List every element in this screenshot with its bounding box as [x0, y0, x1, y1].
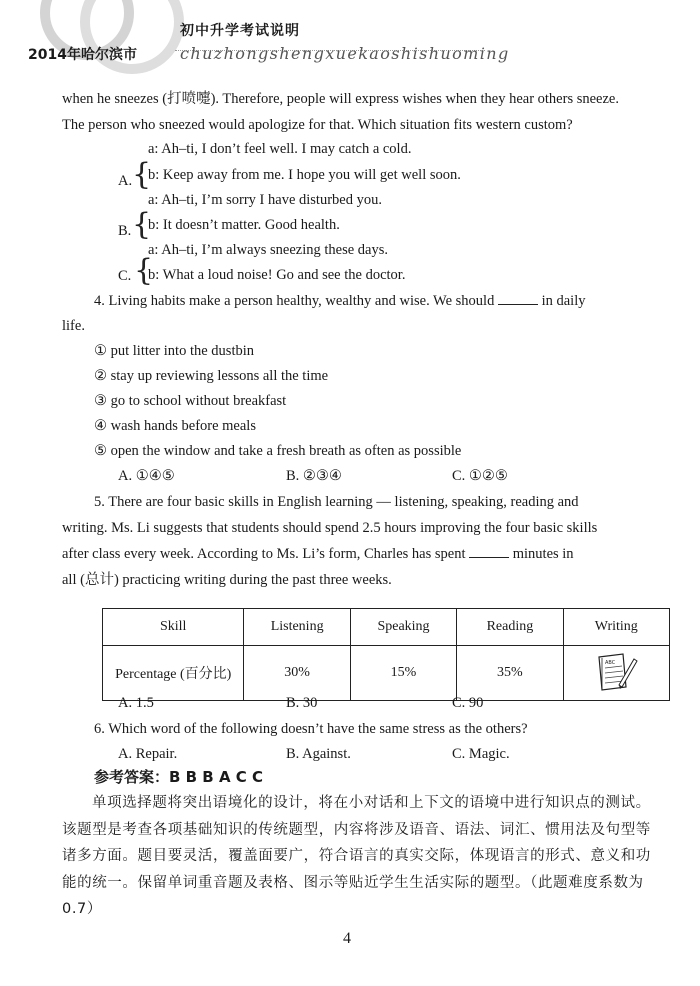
q4-stem — [94, 292, 585, 310]
q6-choice: C. Magic. — [452, 746, 510, 762]
q3-intro-line: when he sneezes (打喷嚏). Therefore, people will express wishes when they hear others sneeze. — [62, 91, 619, 107]
q3-option-c-line: b: What a loud noise! Go and see the doctor. — [148, 267, 406, 283]
q3-option-a-line: a: Ah–ti, I don’t feel well. I may catch a cold. — [148, 141, 412, 157]
table-header-cell: Reading — [457, 609, 563, 646]
table-header-row — [103, 609, 670, 646]
q4-stem-text: in daily — [541, 293, 586, 309]
q5-answer-blank — [469, 545, 509, 558]
header-pinyin: chuzhongshengxuekaoshishuoming — [180, 44, 510, 63]
q5-stem-line: all (总计) practicing writing during the past three weeks. — [62, 572, 392, 588]
q5-stem-line: 5. There are four basic skills in English learning — listening, speaking, reading and — [94, 494, 579, 510]
q4-item: ⑤ open the window and take a fresh breath as often as possible — [94, 443, 462, 459]
header-year-city: 2014年哈尔滨市 — [28, 47, 137, 63]
table-cell: 35% — [457, 646, 563, 701]
table-header-cell: Speaking — [350, 609, 456, 646]
q4-choice: C. ①②⑤ — [452, 468, 508, 484]
q3-option-c-label: C. — [118, 268, 132, 284]
skills-table — [102, 608, 670, 701]
svg-text:ABC: ABC — [605, 659, 616, 666]
q3-option-b-label: B. — [118, 223, 132, 239]
q3-option-a-brace: { — [132, 157, 152, 192]
q5-choice: A. 1.5 — [118, 695, 154, 711]
q5-stem-text: minutes in — [512, 546, 574, 562]
q4-stem-continued: life. — [62, 318, 85, 334]
q4-stem-text: 4. Living habits make a person healthy, wealthy and wise. We should — [94, 293, 495, 309]
q4-item: ④ wash hands before meals — [94, 418, 256, 434]
q5-stem-line: writing. Ms. Li suggests that students should spend 2.5 hours improving the four basic skills — [62, 520, 598, 536]
table-cell: 15% — [350, 646, 456, 701]
table-header-cell: Writing — [563, 609, 669, 646]
q6-stem: 6. Which word of the following doesn’t have the same stress as the others? — [94, 721, 528, 737]
q3-option-b-brace: { — [132, 207, 152, 242]
table-cell: 30% — [244, 646, 350, 701]
table-row-label: Percentage (百分比) — [103, 646, 244, 701]
answer-key: 参考答案：B B B A C C — [94, 768, 264, 786]
table-header-cell: Skill — [103, 609, 244, 646]
q3-option-a-label: A. — [118, 173, 133, 189]
table-header-cell: Listening — [244, 609, 350, 646]
q3-intro-line: The person who sneezed would apologize for that. Which situation fits western custom? — [62, 117, 573, 133]
q5-choice: B. 30 — [286, 695, 318, 711]
table-row — [103, 646, 670, 701]
q3-option-c-brace: { — [134, 253, 154, 288]
q3-option-a-line: b: Keep away from me. I hope you will get well soon. — [148, 167, 461, 183]
q4-item: ③ go to school without breakfast — [94, 393, 287, 409]
q6-choice: B. Against. — [286, 746, 351, 762]
header-title: 初中升学考试说明 — [180, 23, 300, 39]
q3-option-b-line: a: Ah–ti, I’m sorry I have disturbed you. — [148, 192, 382, 208]
commentary-paragraph: 单项选择题将突出语境化的设计，将在小对话和上下文的语境中进行知识点的测试。该题型是考查各项基础知识的传统题型，内容将涉及语音、语法、词汇、惯用法及句型等诸多方面。题目要灵活，覆盖面要广，符合语言的真实交际，体现语言的形式、意义和功能的统一。保留单词重音题及表格、图示等贴近学生生活实际的题型。（此题难度系数为 0.7） — [62, 795, 651, 917]
q4-choice: B. ②③④ — [286, 468, 342, 484]
q4-item: ① put litter into the dustbin — [94, 343, 255, 359]
q3-option-c-line: a: Ah–ti, I’m always sneezing these days. — [148, 242, 388, 258]
q3-option-b-line: b: It doesn’t matter. Good health. — [148, 217, 340, 233]
q5-stem-text: after class every week. According to Ms. Li’s form, Charles has spent — [62, 546, 466, 562]
notebook-pen-icon — [593, 649, 639, 693]
q4-answer-blank — [498, 292, 538, 305]
q6-choice: A. Repair. — [118, 746, 178, 762]
page-number: 4 — [343, 930, 351, 947]
q4-choice: A. ①④⑤ — [118, 468, 175, 484]
table-cell-writing — [563, 646, 669, 701]
q4-item: ② stay up reviewing lessons all the time — [94, 368, 329, 384]
q5-choice: C. 90 — [452, 695, 484, 711]
q5-stem-line — [62, 545, 574, 563]
